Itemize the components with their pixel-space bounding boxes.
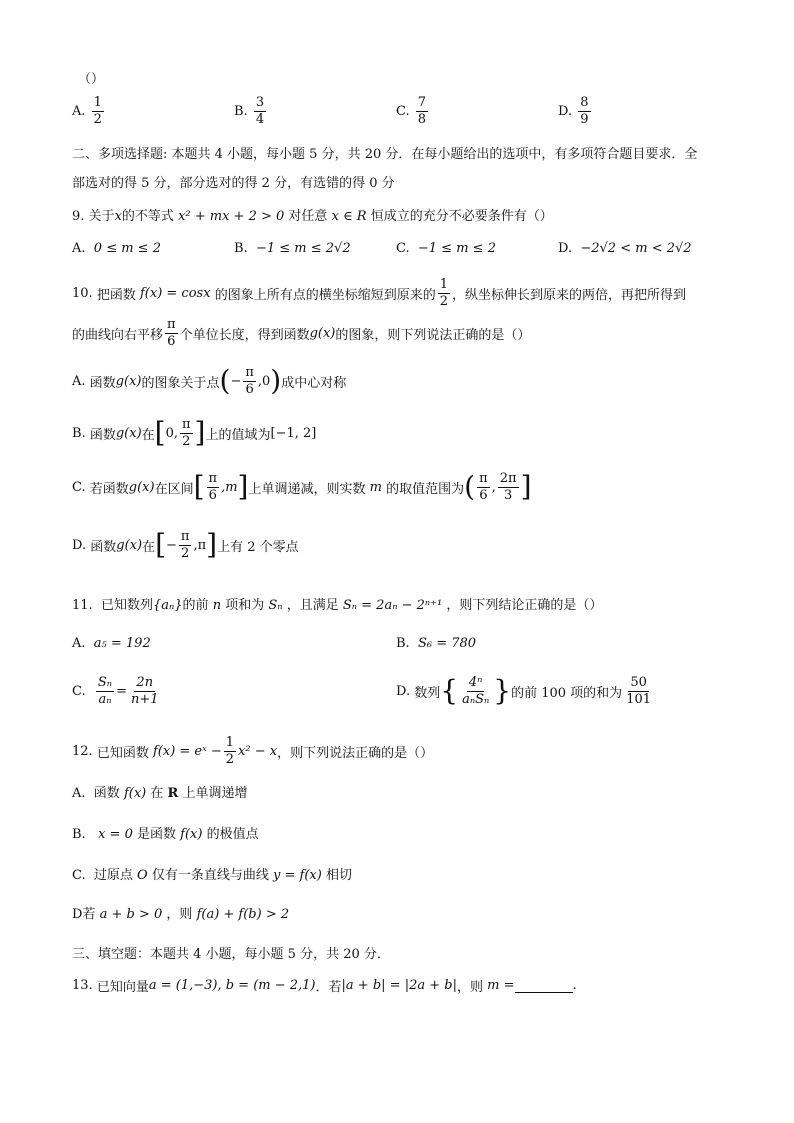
option-text: 在 bbox=[141, 427, 155, 443]
math-sequence: {aₙ} bbox=[152, 598, 183, 613]
option-label: A. bbox=[72, 241, 86, 256]
q12-option-b bbox=[72, 823, 259, 842]
math-var: n bbox=[212, 598, 222, 613]
math-var: Sₙ bbox=[268, 598, 283, 613]
fraction: $\frac{8}{9}$ bbox=[580, 95, 589, 127]
option-label: D. bbox=[558, 241, 573, 256]
math-domain: x ∈ R bbox=[331, 209, 367, 224]
fraction: $\frac{1}{2}$ bbox=[93, 95, 102, 127]
option-text: 相切 bbox=[325, 868, 352, 883]
math-function: g(x) bbox=[128, 479, 155, 495]
option-label: A. bbox=[72, 103, 86, 119]
option-text: 上单调递减，则实数 bbox=[248, 481, 366, 497]
stem-text: 对任意 bbox=[288, 209, 328, 224]
option-label: B. bbox=[234, 103, 248, 119]
fraction: $\frac{2n}{n+1}$ bbox=[130, 675, 159, 707]
fraction: $\frac{\text{4ⁿ}}{\text{aₙSₙ}}$ bbox=[462, 675, 490, 707]
q9-option-d bbox=[558, 241, 692, 256]
option-label: D bbox=[72, 907, 83, 922]
math-inequality: f(a) + f(b) > 2 bbox=[196, 907, 290, 922]
option-label: A. bbox=[72, 373, 86, 389]
math-function: y = f(x) bbox=[273, 868, 322, 883]
fraction: $\frac{1}{2}$ bbox=[439, 277, 448, 309]
q10-stem-line2 bbox=[72, 318, 530, 348]
stem-text: 的曲线向右平移 bbox=[72, 327, 164, 343]
q9-option-a bbox=[72, 241, 161, 256]
math-function: f(x) = cosx bbox=[139, 285, 211, 301]
q13-stem bbox=[72, 976, 577, 995]
option-text: 是函数 bbox=[137, 827, 177, 842]
fraction: $\frac{\pi}{2}$ bbox=[182, 417, 191, 449]
question-number: 13. bbox=[72, 978, 93, 993]
math-function: f(x) = eˣ − bbox=[152, 743, 222, 759]
option-label: D. bbox=[558, 103, 573, 119]
math-function: f(x) bbox=[180, 827, 203, 842]
option-math: −2√2 < m < 2√2 bbox=[580, 241, 692, 256]
math-function: x² − x bbox=[238, 743, 278, 759]
option-label: C. bbox=[396, 241, 410, 256]
option-label: B. bbox=[72, 425, 86, 441]
option-text: 的取值范围为 bbox=[386, 481, 465, 497]
option-math: −1 ≤ m ≤ 2√2 bbox=[255, 241, 351, 256]
stem-text: ．若 bbox=[315, 980, 342, 995]
math-var: m bbox=[369, 479, 382, 495]
math-sign: − bbox=[166, 537, 177, 553]
stem-text: 把函数 bbox=[96, 287, 136, 303]
option-text: 若 bbox=[82, 907, 96, 922]
q12-option-a bbox=[72, 782, 248, 801]
option-text: 若函数 bbox=[89, 481, 129, 497]
math-eq: = bbox=[116, 683, 127, 699]
q8-answer-bracket: （） bbox=[78, 72, 105, 87]
stem-text: 已知数列 bbox=[100, 598, 153, 613]
option-math: S₆ = 780 bbox=[417, 636, 477, 651]
math-function: f(x) bbox=[123, 786, 147, 801]
q8-option-b bbox=[234, 96, 268, 126]
option-text: 函数 bbox=[89, 375, 116, 391]
q10-stem-line1 bbox=[72, 278, 686, 308]
math-function: g(x) bbox=[116, 537, 143, 553]
option-label: C. bbox=[72, 479, 86, 495]
math-inequality: x² + mx + 2 > 0 bbox=[178, 209, 285, 224]
stem-text: 个单位长度，得到函数 bbox=[179, 327, 310, 343]
option-text: ，则 bbox=[166, 907, 193, 922]
q10-option-d: D. 函数 g(x) 在 [ − $\frac{\pi}{2}$ ,π ] 上有 2 个零点 bbox=[72, 528, 299, 562]
option-text: 的极值点 bbox=[206, 827, 259, 842]
question-number: 10. bbox=[72, 285, 93, 301]
math-var: O bbox=[137, 868, 148, 883]
math-vectors: a = (1,−3), b = (m − 2,1) bbox=[148, 978, 316, 993]
option-label: C. bbox=[72, 683, 86, 699]
math-function: g(x) bbox=[115, 425, 142, 441]
punctuation: . bbox=[572, 978, 577, 993]
stem-text: ，则 bbox=[456, 980, 483, 995]
stem-text: 关于 bbox=[88, 209, 115, 224]
math-sign: − bbox=[230, 373, 242, 389]
option-label: D. bbox=[396, 683, 411, 699]
question-number: 9. bbox=[72, 209, 85, 224]
stem-text: 的不等式 bbox=[121, 209, 174, 224]
stem-text: ，纵坐标伸长到原来的两倍，再把所得到 bbox=[451, 287, 686, 303]
q12-option-c bbox=[72, 864, 352, 883]
fraction: $\frac{1}{2}$ bbox=[225, 735, 235, 767]
q9-option-c bbox=[396, 241, 496, 256]
q10-option-c: C. 若函数 g(x) 在区间 [ $\frac{\pi}{6}$ ,m ] 上单调递减，则实数 m 的取值范围为 ( $\frac{\pi}{6}$ , $\frac{2\pi}{3}$ ] bbox=[72, 470, 532, 504]
fraction: $\frac{\pi}{6}$ bbox=[208, 471, 218, 503]
stem-text: 的图象上所有点的横坐标缩短到原来的 bbox=[214, 287, 436, 303]
q11-option-a bbox=[72, 636, 151, 651]
q11-option-d: D. 数列 { $\frac{\text{4ⁿ}}{\text{aₙSₙ}}$ } 的前 100 项的和为 $\frac{50}{101}$ bbox=[396, 674, 652, 708]
section2-line1: 二、多项选择题: 本题共 4 小题，每小题 5 分，共 20 分．在每小题给出的选项中，有多项符合题目要求．全 bbox=[72, 147, 698, 162]
option-label: B. bbox=[234, 241, 248, 256]
math-text: ,m bbox=[221, 479, 238, 495]
q10-option-a: A. 函数 g(x) 的图象关于点 ( − $\frac{\pi}{6}$ ,0 ) 成中心对称 bbox=[72, 364, 347, 398]
math-abs: |2a + b| bbox=[404, 978, 457, 993]
stem-text: 的前 bbox=[182, 598, 209, 613]
option-label: A. bbox=[72, 636, 86, 651]
stem-text: 恒成立的充分不必要条件有（） bbox=[370, 209, 553, 224]
q8-option-c bbox=[396, 96, 430, 126]
q9-stem bbox=[72, 205, 553, 224]
fraction: $\frac{50}{101}$ bbox=[626, 675, 652, 707]
fraction: $\frac{2\pi}{3}$ bbox=[499, 471, 517, 503]
math-text: 0, bbox=[165, 425, 178, 441]
option-math: −1 ≤ m ≤ 2 bbox=[417, 241, 496, 256]
fraction: $\frac{\text{Sₙ}}{\text{aₙ}}$ bbox=[97, 675, 113, 707]
math-inequality: a + b > 0 bbox=[99, 907, 163, 922]
math-text: ,0 bbox=[257, 373, 271, 389]
fraction: $\frac{\pi}{6}$ bbox=[245, 365, 254, 397]
q9-option-b bbox=[234, 241, 351, 256]
math-text: ,π bbox=[193, 537, 207, 553]
math-var: m = bbox=[487, 978, 515, 993]
q11-option-b bbox=[396, 636, 476, 651]
q12-stem bbox=[72, 736, 433, 766]
option-text: 仅有一条直线与曲线 bbox=[151, 868, 269, 883]
math-eq: x = 0 bbox=[98, 827, 133, 842]
section3-heading: 三、填空题：本题共 4 小题，每小题 5 分，共 20 分． bbox=[72, 947, 390, 962]
stem-text: ，则下列结论正确的是（） bbox=[446, 598, 603, 613]
question-number: 12. bbox=[72, 743, 93, 759]
q8-option-a bbox=[72, 96, 106, 126]
math-abs: |a + b| bbox=[341, 978, 386, 993]
answer-blank[interactable] bbox=[515, 979, 573, 993]
option-text: 在 bbox=[142, 539, 156, 555]
option-text: 函数 bbox=[90, 539, 117, 555]
option-text: 的前 100 项的和为 bbox=[511, 685, 623, 701]
fraction: $\frac{\pi}{6}$ bbox=[479, 471, 488, 503]
option-text: 上单调递增 bbox=[182, 786, 248, 801]
math-relation: Sₙ = 2aₙ − 2ⁿ⁺¹ bbox=[342, 598, 443, 613]
option-text: 上的值域为 bbox=[205, 427, 271, 443]
option-text: 函数 bbox=[93, 786, 120, 801]
section2-line2: 部选对的得 5 分，部分选对的得 2 分，有选错的得 0 分 bbox=[72, 176, 395, 191]
math-range: [−1, 2] bbox=[270, 425, 317, 441]
fraction: $\frac{3}{4}$ bbox=[255, 95, 265, 127]
math-function: g(x) bbox=[115, 373, 142, 389]
option-math: 0 ≤ m ≤ 2 bbox=[93, 241, 161, 256]
fraction: $\frac{\pi}{2}$ bbox=[180, 529, 190, 561]
math-set: R bbox=[167, 786, 179, 801]
q10-option-b: B. 函数 g(x) 在 [ 0, $\frac{\pi}{2}$ ] 上的值域为 [−1, 2] bbox=[72, 416, 317, 450]
option-label: C. bbox=[396, 103, 410, 119]
fraction: $\frac{7}{8}$ bbox=[417, 95, 427, 127]
option-text: 过原点 bbox=[93, 868, 133, 883]
question-number: 11. bbox=[72, 598, 93, 613]
option-label: B. bbox=[396, 636, 410, 651]
option-text: 成中心对称 bbox=[281, 375, 347, 391]
stem-text: 的图象，则下列说法正确的是（） bbox=[335, 327, 531, 343]
q11-stem bbox=[72, 594, 602, 613]
q11-option-c bbox=[72, 676, 163, 706]
option-label: D. bbox=[72, 537, 87, 553]
option-label: B. bbox=[72, 827, 86, 842]
option-text: 数列 bbox=[414, 685, 441, 701]
math-var: x bbox=[114, 209, 122, 224]
option-text: 上有 2 个零点 bbox=[217, 539, 299, 555]
stem-text: 已知函数 bbox=[96, 745, 149, 761]
option-math: a₅ = 192 bbox=[93, 636, 151, 651]
math-function: g(x) bbox=[309, 325, 336, 341]
stem-text: 项和为 bbox=[225, 598, 265, 613]
fraction: $\frac{\pi}{6}$ bbox=[167, 317, 176, 349]
option-text: 在 bbox=[150, 786, 164, 801]
option-text: 函数 bbox=[89, 427, 116, 443]
stem-text: ，则下列说法正确的是（） bbox=[277, 745, 434, 761]
q8-option-d bbox=[558, 96, 593, 126]
option-label: A. bbox=[72, 786, 86, 801]
option-text: 的图象关于点 bbox=[141, 375, 220, 391]
math-eq: = bbox=[389, 978, 401, 993]
option-text: 在区间 bbox=[154, 481, 194, 497]
stem-text: ，且满足 bbox=[286, 598, 339, 613]
stem-text: 已知向量 bbox=[96, 980, 149, 995]
option-label: C. bbox=[72, 868, 86, 883]
q12-option-d bbox=[72, 903, 289, 922]
